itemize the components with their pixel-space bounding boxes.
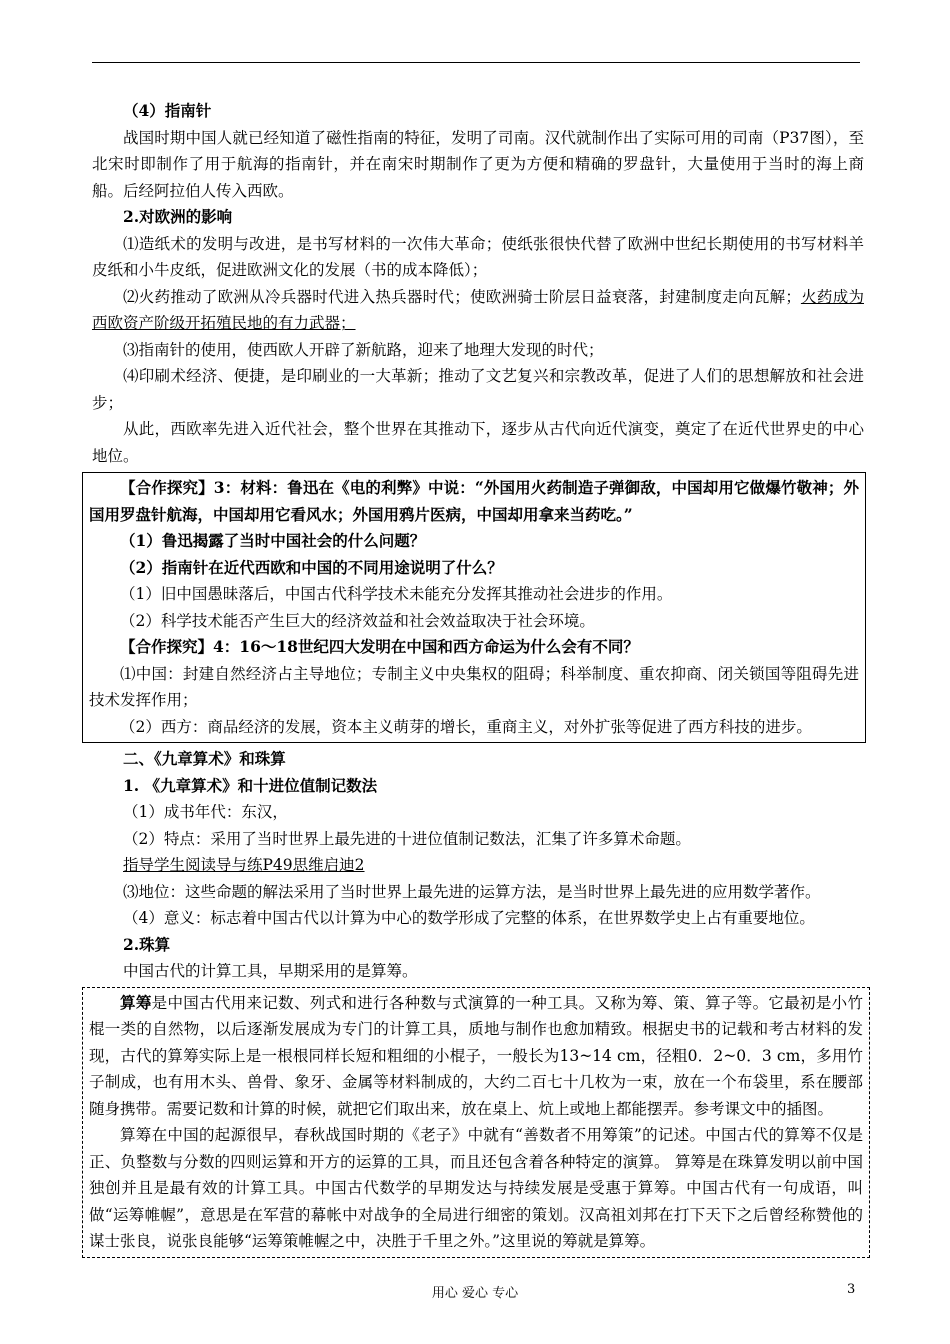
nine-chapters-status: ⑶地位：这些命题的解法采用了当时世界上最先进的运算方法，是当时世界上最先进的应用数学著作。 <box>123 882 821 901</box>
header-rule <box>92 62 860 63</box>
counting-rods-description: 是中国古代用来记数、列式和进行各种数与式演算的一种工具。又称为筹、策、算子等。它最初是小竹棍一类的自然物，以后逐渐发展成为专门的计算工具，质地与制作也愈加精致。根据史书的记载和考古材料的发现，古代的算筹实际上是一根根同样长短和粗细的小棍子，一般长为13~14 cm，径粗0．2~0．3 cm，多用竹子制成，也有用木头、兽骨、象牙、金属等材料制成的，大约二百七十几枚为一束，放在一个布袋里，系在腰部随身携带。需要记数和计算的时候，就把它们取出来，放在桌上、炕上或地上都能摆弄。参考课文中的插图。 <box>89 993 863 1118</box>
page-content <box>89 98 864 1258</box>
nine-chapters-era: （1）成书年代：东汉， <box>123 803 288 821</box>
cooperative-inquiry-box <box>82 472 866 743</box>
counting-rods-paragraph-1 <box>89 990 863 1123</box>
subheading-decimal-system: 1. 《九章算术》和十进位值制记数法 <box>123 775 378 795</box>
subheading-abacus: 2.珠算 <box>123 934 171 954</box>
inquiry-4-answer-china: ⑴中国：封建自然经济占主导地位；专制主义中央集权的阻碍；科举制度、重农抑商、闭关锁国等阻碍先进技术发挥作用； <box>89 664 859 709</box>
inquiry-3-question-1: （1）鲁迅揭露了当时中国社会的什么问题？ <box>120 531 426 550</box>
nine-chapters-significance: （4）意义：标志着中国古代以计算为中心的数学形成了完整的体系，在世界数学史上占有重要地位。 <box>123 909 815 927</box>
inquiry-3-question-2: （2）指南针在近代西欧和中国的不同用途说明了什么？ <box>120 557 503 577</box>
impact-item-gunpowder <box>92 284 864 337</box>
counting-rods-paragraph-2: 算筹在中国的起源很早，春秋战国时期的《老子》中就有“善数者不用筹策”的记述。中国古代的算筹不仅是正、负整数与分数的四则运算和开方的运算的工具，而且还包含着各种特定的演算。 算筹是在珠算发明以前中国独创并且是最有效的计算工具。中国古代数学的早期发达与持续发展是受惠于算筹。中国古代有一句成语，叫做“运筹帷幄”，意思是在军营的幕帐中对战争的全局进行细密的策划。汉高祖刘邦在打下天下之后曾经称赞他的谋士张良，说张良能够“运筹策帷幄之中，决胜于千里之外。”这里说的筹就是算筹。 <box>89 1126 863 1250</box>
impact-item-compass: ⑶指南针的使用，使西欧人开辟了新航路，迎来了地理大发现的时代； <box>123 340 604 359</box>
counting-rods-term: 算筹 <box>120 992 152 1012</box>
paragraph-compass: 战国时期中国人就已经知道了磁性指南的特征，发明了司南。汉代就制作出了实际可用的司南（P37图），至北宋时即制作了用于航海的指南针，并在南宋时期制作了更为方便和精确的罗盘针，大量使用于当时的海上商船。后经阿拉伯人传入西欧。 <box>92 128 864 200</box>
impact-item-paper: ⑴造纸术的发明与改进，是书写材料的一次伟大革命；使纸张很快代替了欧洲中世纪长期使用的书写材料羊皮纸和小牛皮纸，促进欧洲文化的发展（书的成本降低）； <box>92 234 864 279</box>
section-heading-compass: （4）指南针 <box>123 101 212 120</box>
section-heading-nine-chapters: 二、《九章算术》和珠算 <box>123 749 286 768</box>
nine-chapters-features: （2）特点：采用了当时世界上最先进的十进位值制记数法，汇集了许多算术命题。 <box>123 829 691 848</box>
inquiry-4-answer-west: （2）西方：商品经济的发展，资本主义萌芽的增长，重商主义，对外扩张等促进了西方科技的进步。 <box>120 717 812 736</box>
inquiry-3-answer-1: （1）旧中国愚昧落后，中国古代科学技术未能充分发挥其推动社会进步的作用。 <box>120 585 673 603</box>
footer-motto: 用心 爱心 专心 <box>431 1286 519 1301</box>
inquiry-4-question: 【合作探究】4：16～18世纪四大发明在中国和西方命运为什么会有不同？ <box>120 637 639 656</box>
abacus-intro: 中国古代的计算工具，早期采用的是算筹。 <box>123 962 418 980</box>
counting-rods-box <box>82 987 870 1258</box>
impact-conclusion: 从此，西欧率先进入近代社会，整个世界在其推动下，逐步从古代向近代演变，奠定了在近代世界史的中心地位。 <box>92 420 864 465</box>
impact-gunpowder-text: ⑵火药推动了欧洲从冷兵器时代进入热兵器时代；使欧洲骑士阶层日益衰落，封建制度走向瓦解； <box>123 287 801 306</box>
guide-reading-note: 指导学生阅读导与练P49思维启迪2 <box>123 856 365 874</box>
impact-item-printing: ⑷印刷术经济、便捷，是印刷业的一大革新；推动了文艺复兴和宗教改革，促进了人们的思想解放和社会进步； <box>92 367 864 412</box>
section-heading-europe-impact: 2.对欧洲的影响 <box>123 207 233 226</box>
inquiry-3-answer-2: （2）科学技术能否产生巨大的经济效益和社会效益取决于社会环境。 <box>120 611 595 630</box>
inquiry-3-material: 【合作探究】3：材料：鲁迅在《电的利弊》中说：“外国用火药制造子弹御敌，中国却用它做爆竹敬神；外国用罗盘针航海，中国却用它看风水；外国用鸦片医病，中国却用拿来当药吃。” <box>89 478 859 524</box>
impact-gunpowder-underlined: 火药成为西欧资产阶级开拓殖民地的有力武器； <box>92 287 864 332</box>
page-number: 3 <box>847 1282 856 1297</box>
